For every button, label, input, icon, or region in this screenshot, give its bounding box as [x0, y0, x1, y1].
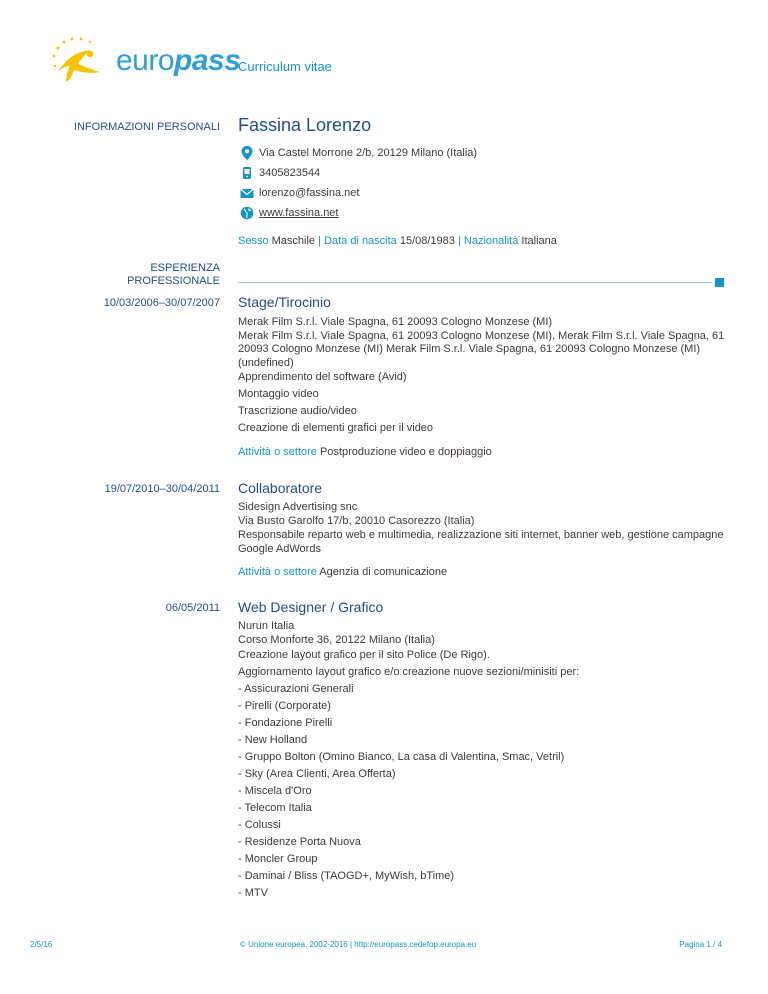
section-label-experience-line2: PROFESSIONALE — [127, 275, 220, 287]
job-dates: 06/05/2011 — [165, 602, 220, 614]
job-title: Stage/Tirocinio — [238, 294, 331, 310]
job-task: - Daminai / Bliss (TAOGD+, MyWish, bTime) — [238, 870, 455, 882]
job-sector — [238, 446, 728, 460]
website-link[interactable]: www.fassina.net — [259, 207, 339, 219]
section-divider-marker — [715, 278, 724, 287]
employer-line: 20093 Cologno Monzese (MI) Merak Film S.r.l. Viale Spagna, 61 20093 Cologno Monzese (MI) — [238, 343, 701, 355]
job-task: Creazione di elementi grafici per il video — [238, 422, 434, 434]
address-text: Via Castel Morrone 2/b, 20129 Milano (Italia) — [259, 147, 478, 159]
europass-logo — [50, 36, 241, 91]
task-line: Responsabile reparto web e multimedia, realizzazione siti internet, banner web, gestione campagne — [238, 529, 724, 541]
job-dates: 10/03/2006–30/07/2007 — [103, 297, 220, 309]
birth-date-value: 15/08/1983 — [399, 235, 455, 247]
section-label-experience-line1: ESPERIENZA — [150, 262, 220, 274]
job-task: - Residenze Porta Nuova — [238, 836, 361, 848]
job-task: - Moncler Group — [238, 853, 318, 865]
nationality-label: Nazionalità — [463, 235, 519, 247]
job-task: Aggiornamento layout grafico e/o creazione nuove sezioni/minisiti per: — [238, 666, 580, 678]
person-name: Fassina Lorenzo — [238, 115, 372, 135]
gender-value: Maschile — [271, 235, 316, 247]
section-divider — [238, 282, 712, 283]
job-task: - Sky (Area Clienti, Area Offerta) — [238, 768, 396, 780]
job-task: - New Holland — [238, 734, 308, 746]
envelope-icon — [240, 186, 254, 200]
job-task: - MTV — [238, 887, 268, 899]
personal-details-line — [238, 235, 557, 247]
employer-line: Sidesign Advertising snc — [238, 501, 358, 513]
employer-line: Corso Monforte 36, 20122 Milano (Italia) — [238, 633, 435, 646]
section-label-personal-info: INFORMAZIONI PERSONALI — [73, 121, 220, 133]
job-task: - Gruppo Bolton (Omino Bianco, La casa di Valentina, Smac, Vetril) — [238, 751, 565, 763]
job-task: - Assicurazioni Generali — [238, 683, 354, 695]
nationality-value: Italiana — [521, 235, 557, 247]
footer-date: 2/5/16 — [30, 940, 53, 949]
employer-line: Merak Film S.r.l. Viale Spagna, 61 20093 Cologno Monzese (MI), Merak Film S.r.l. Viale Spagna, 61 — [238, 329, 725, 342]
job-task: - Pirelli (Corporate) — [238, 700, 331, 712]
job-task: Montaggio video — [238, 388, 319, 400]
location-pin-icon — [240, 146, 254, 160]
sector-label: Attività o settore — [238, 566, 317, 578]
globe-icon — [240, 206, 254, 220]
employer-line: Via Busto Garolfo 17/b, 20010 Casorezzo (Italia) — [238, 514, 475, 527]
europass-figure-icon — [50, 36, 110, 86]
job-task: Creazione layout grafico per il sito Police (De Rigo). — [238, 649, 490, 661]
job-employer — [238, 316, 728, 370]
separator: | — [457, 235, 461, 247]
job-employer — [238, 620, 728, 647]
job-sector — [238, 566, 728, 580]
logo-text-pass: pass — [174, 44, 241, 77]
document-title: Curriculum vitae — [238, 59, 332, 74]
separator: | — [318, 235, 321, 247]
job-task: Trascrizione audio/video — [238, 405, 357, 417]
phone-icon — [240, 166, 254, 180]
task-line: Google AdWords — [238, 542, 321, 555]
gender-label: Sesso — [238, 235, 269, 247]
job-task: - Colussi — [238, 819, 281, 831]
section-label-experience — [127, 262, 220, 288]
employer-line: (undefined) — [238, 356, 294, 369]
job-dates: 19/07/2010–30/04/2011 — [104, 483, 220, 495]
job-task: - Fondazione Pirelli — [238, 717, 333, 729]
job-task — [238, 529, 728, 556]
employer-line: Nurun Italia — [238, 620, 295, 632]
job-employer — [238, 501, 728, 528]
job-task: - Miscela d'Oro — [238, 785, 312, 797]
job-task: Apprendimento del software (Avid) — [238, 371, 407, 383]
sector-value: Agenzia di comunicazione — [319, 566, 448, 578]
job-title: Collaboratore — [238, 480, 323, 496]
sector-value: Postproduzione video e doppiaggio — [319, 446, 492, 458]
logo-text-euro: euro — [116, 44, 175, 77]
employer-line: Merak Film S.r.l. Viale Spagna, 61 20093 Cologno Monzese (MI) — [238, 316, 553, 328]
email-text[interactable]: lorenzo@fassina.net — [259, 187, 360, 199]
phone-text: 3405823544 — [259, 167, 321, 179]
birth-date-label: Data di nascita — [324, 235, 397, 247]
footer-copyright: © Unione europea, 2002-2016 | http://europass.cedefop.europa.eu — [240, 940, 477, 949]
job-title: Web Designer / Grafico — [238, 599, 384, 615]
sector-label: Attività o settore — [238, 446, 317, 458]
footer-page-number: Pagina 1 / 4 — [679, 940, 722, 949]
job-task: - Telecom Italia — [238, 802, 312, 814]
